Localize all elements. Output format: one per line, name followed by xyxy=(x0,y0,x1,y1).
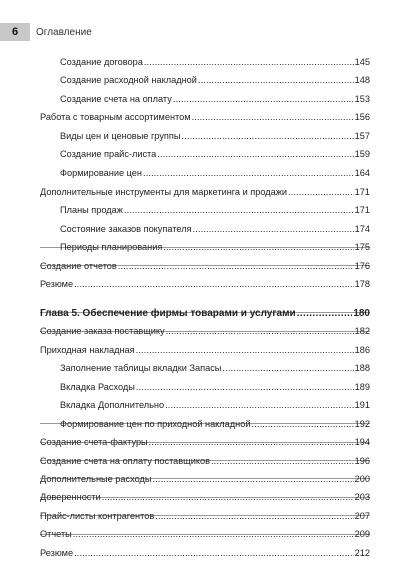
toc-entry[interactable] xyxy=(60,68,370,86)
dot-leader xyxy=(118,261,354,272)
toc-entry-title: Дополнительные инструменты для маркетинга и продажи xyxy=(40,187,288,197)
toc-entry-title: Планы продаж xyxy=(60,205,123,215)
toc-entry-title: Отчеты xyxy=(40,529,72,539)
dot-leader xyxy=(149,437,354,448)
toc-entry-page: 178 xyxy=(354,279,370,289)
toc-entry-title: Глава 5. Обеспечение фирмы товарами и услугами xyxy=(40,308,296,319)
toc-entry-page: 182 xyxy=(354,326,370,336)
dot-leader xyxy=(173,94,354,105)
dot-leader xyxy=(297,308,353,319)
toc-entry-page: 212 xyxy=(354,548,370,558)
toc-entry-page: 191 xyxy=(354,400,370,410)
toc-entry[interactable] xyxy=(40,319,370,337)
toc-entry-page: 171 xyxy=(354,205,370,215)
toc-entry[interactable] xyxy=(40,485,370,503)
dot-leader xyxy=(193,224,354,235)
dot-leader xyxy=(144,57,354,68)
toc-entry[interactable] xyxy=(60,235,370,253)
toc-entry-page: 209 xyxy=(354,529,370,539)
toc-entry[interactable] xyxy=(40,338,370,356)
toc-entry[interactable] xyxy=(60,356,370,374)
toc-entry-page: 200 xyxy=(354,474,370,484)
toc-entry-title: Состояние заказов покупателя xyxy=(60,224,192,234)
toc-entry-page: 159 xyxy=(354,149,370,159)
dot-leader xyxy=(288,187,354,198)
toc-entry-page: 207 xyxy=(354,511,370,521)
toc-entry[interactable] xyxy=(40,272,370,290)
toc-entry[interactable] xyxy=(60,124,370,142)
toc-entry-title: Резюме xyxy=(40,548,74,558)
dot-leader xyxy=(198,75,354,86)
dot-leader xyxy=(222,363,353,374)
toc-entry-title: Приходная накладная xyxy=(40,345,135,355)
dot-leader xyxy=(211,456,354,467)
toc-entry[interactable] xyxy=(40,430,370,448)
toc-entry-title: Создание прайс-листа xyxy=(60,149,157,159)
toc-entry-page: 164 xyxy=(354,168,370,178)
toc-entry-title: Создание расходной накладной xyxy=(60,75,197,85)
toc-entry-page: 194 xyxy=(354,437,370,447)
dot-leader xyxy=(124,205,354,216)
page-number: 6 xyxy=(0,23,30,41)
toc-entry-title: Дополнительные расходы xyxy=(40,474,152,484)
toc-entry-page: 175 xyxy=(354,242,370,252)
toc-entry-title: Создание счета на оплату xyxy=(60,94,172,104)
toc-entry[interactable] xyxy=(60,198,370,216)
toc-entry-title: Создание договора xyxy=(60,57,143,67)
toc-chapter-entry[interactable] xyxy=(40,301,370,319)
toc-entry[interactable] xyxy=(40,522,370,540)
toc-entry[interactable] xyxy=(40,467,370,485)
toc-entry-title: Заполнение таблицы вкладки Запасы xyxy=(60,363,222,373)
dot-leader xyxy=(192,112,354,123)
running-title: Оглавление xyxy=(36,26,92,38)
toc-entry-page: 192 xyxy=(354,419,370,429)
dot-leader xyxy=(163,242,353,253)
dot-leader xyxy=(102,492,354,503)
toc-entry-page: 153 xyxy=(354,94,370,104)
toc-entry[interactable] xyxy=(40,180,370,198)
toc-entry[interactable] xyxy=(40,254,370,272)
dot-leader xyxy=(136,345,354,356)
toc-entry-page: 196 xyxy=(354,456,370,466)
toc-entry-page: 156 xyxy=(354,112,370,122)
toc-entry-page: 157 xyxy=(354,131,370,141)
dot-leader xyxy=(165,400,354,411)
toc-entry[interactable] xyxy=(40,541,370,559)
toc-entry-page: 203 xyxy=(354,492,370,502)
toc-entry-page: 180 xyxy=(353,308,370,319)
toc-entry-page: 174 xyxy=(354,224,370,234)
dot-leader xyxy=(251,419,353,430)
toc-entry-page: 145 xyxy=(354,57,370,67)
page-header xyxy=(0,23,92,41)
dot-leader xyxy=(143,168,354,179)
dot-leader xyxy=(73,529,354,540)
toc-entry[interactable] xyxy=(40,449,370,467)
toc-entry-page: 148 xyxy=(354,75,370,85)
toc-entry-title: Резюме xyxy=(40,279,74,289)
toc-entry-title: Виды цен и ценовые группы xyxy=(60,131,181,141)
toc-entry[interactable] xyxy=(40,504,370,522)
toc-entry[interactable] xyxy=(40,105,370,123)
toc-entry-page: 171 xyxy=(354,187,370,197)
dot-leader xyxy=(74,548,354,559)
dot-leader xyxy=(157,149,353,160)
dot-leader xyxy=(166,326,354,337)
dot-leader xyxy=(136,382,354,393)
toc-entry-title: Вкладка Расходы xyxy=(60,382,135,392)
toc-entry[interactable] xyxy=(60,50,370,68)
toc-entry-page: 189 xyxy=(354,382,370,392)
toc-entry-title: Формирование цен xyxy=(60,168,142,178)
toc-entry-title: Формирование цен по приходной накладной xyxy=(60,419,251,429)
toc-entry-title: Прайс-листы контрагентов xyxy=(40,511,155,521)
toc-entry-title: Вкладка Дополнительно xyxy=(60,400,165,410)
toc-entry-page: 188 xyxy=(354,363,370,373)
toc-entry-title: Создание отчетов xyxy=(40,261,117,271)
toc-entry[interactable] xyxy=(60,87,370,105)
toc-entry[interactable] xyxy=(60,375,370,393)
toc-entry[interactable] xyxy=(60,161,370,179)
dot-leader xyxy=(181,131,353,142)
toc-entry[interactable] xyxy=(60,412,370,430)
toc-entry-page: 176 xyxy=(354,261,370,271)
toc-entry-title: Создание счета на оплату поставщиков xyxy=(40,456,210,466)
toc-entry-title: Создание счета-фактуры xyxy=(40,437,148,447)
toc-entry[interactable] xyxy=(60,217,370,235)
toc-entry-page: 186 xyxy=(354,345,370,355)
dot-leader xyxy=(155,511,353,522)
toc-entry-title: Доверенности xyxy=(40,492,101,502)
toc-entry-title: Работа с товарным ассортиментом xyxy=(40,112,191,122)
toc-entry-title: Создание заказа поставщику xyxy=(40,326,165,336)
dot-leader xyxy=(74,279,354,290)
toc-entry-title: Периоды планирования xyxy=(60,242,163,252)
toc-entry[interactable] xyxy=(60,142,370,160)
dot-leader xyxy=(152,474,353,485)
toc-entry[interactable] xyxy=(60,393,370,411)
